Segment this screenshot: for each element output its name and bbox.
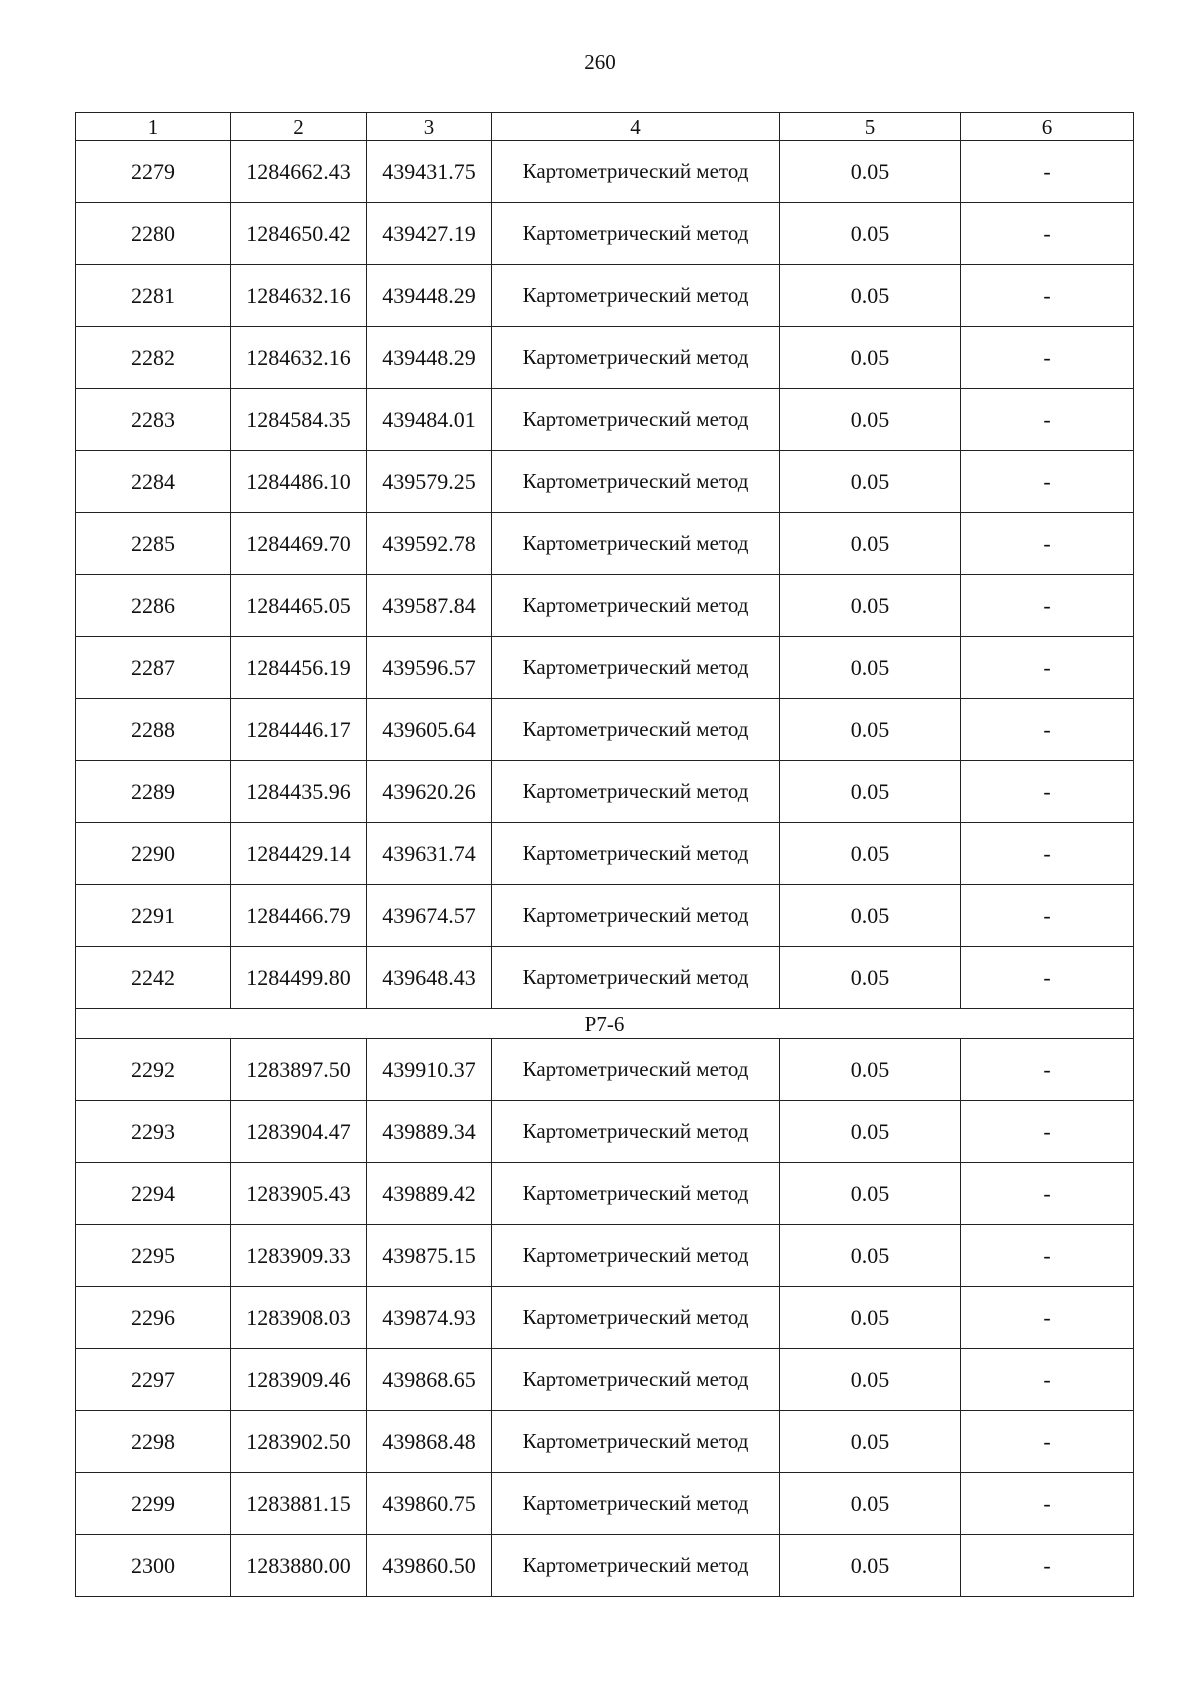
x-coordinate-cell: 1284650.42 (231, 203, 367, 265)
point-number-cell: 2289 (76, 761, 231, 823)
accuracy-cell: 0.05 (780, 1101, 961, 1163)
note-cell: - (961, 761, 1134, 823)
table-row (76, 265, 1134, 327)
y-coordinate-cell: 439448.29 (367, 265, 492, 327)
method-cell: Картометрический метод (492, 947, 780, 1009)
method-cell: Картометрический метод (492, 203, 780, 265)
point-number-cell: 2288 (76, 699, 231, 761)
method-cell: Картометрический метод (492, 699, 780, 761)
method-cell: Картометрический метод (492, 327, 780, 389)
page-number: 260 (584, 50, 616, 74)
y-coordinate-cell: 439631.74 (367, 823, 492, 885)
y-coordinate-cell: 439648.43 (367, 947, 492, 1009)
accuracy-cell: 0.05 (780, 203, 961, 265)
accuracy-cell: 0.05 (780, 823, 961, 885)
method-cell: Картометрический метод (492, 1535, 780, 1597)
point-number-cell: 2298 (76, 1411, 231, 1473)
point-number-cell: 2294 (76, 1163, 231, 1225)
method-cell: Картометрический метод (492, 885, 780, 947)
x-coordinate-cell: 1283908.03 (231, 1287, 367, 1349)
x-coordinate-cell: 1284584.35 (231, 389, 367, 451)
method-cell: Картометрический метод (492, 265, 780, 327)
point-number-cell: 2282 (76, 327, 231, 389)
accuracy-cell: 0.05 (780, 885, 961, 947)
point-number-cell: 2297 (76, 1349, 231, 1411)
accuracy-cell: 0.05 (780, 761, 961, 823)
y-coordinate-cell: 439427.19 (367, 203, 492, 265)
table-row (76, 1473, 1134, 1535)
column-header-2: 2 (231, 113, 367, 141)
method-cell: Картометрический метод (492, 1225, 780, 1287)
method-cell: Картометрический метод (492, 1473, 780, 1535)
y-coordinate-cell: 439605.64 (367, 699, 492, 761)
table-row (76, 1225, 1134, 1287)
y-coordinate-cell: 439868.65 (367, 1349, 492, 1411)
note-cell: - (961, 823, 1134, 885)
point-number-cell: 2295 (76, 1225, 231, 1287)
accuracy-cell: 0.05 (780, 575, 961, 637)
point-number-cell: 2242 (76, 947, 231, 1009)
table-row (76, 1411, 1134, 1473)
table-row (76, 1101, 1134, 1163)
x-coordinate-cell: 1283904.47 (231, 1101, 367, 1163)
note-cell: - (961, 1349, 1134, 1411)
accuracy-cell: 0.05 (780, 699, 961, 761)
method-cell: Картометрический метод (492, 141, 780, 203)
y-coordinate-cell: 439592.78 (367, 513, 492, 575)
note-cell: - (961, 1287, 1134, 1349)
point-number-cell: 2279 (76, 141, 231, 203)
note-cell: - (961, 513, 1134, 575)
x-coordinate-cell: 1284632.16 (231, 265, 367, 327)
y-coordinate-cell: 439448.29 (367, 327, 492, 389)
accuracy-cell: 0.05 (780, 1039, 961, 1101)
table-row (76, 699, 1134, 761)
point-number-cell: 2293 (76, 1101, 231, 1163)
table-row (76, 1163, 1134, 1225)
table-row (76, 637, 1134, 699)
table-row (76, 389, 1134, 451)
y-coordinate-cell: 439620.26 (367, 761, 492, 823)
note-cell: - (961, 885, 1134, 947)
y-coordinate-cell: 439868.48 (367, 1411, 492, 1473)
x-coordinate-cell: 1284662.43 (231, 141, 367, 203)
note-cell: - (961, 1101, 1134, 1163)
y-coordinate-cell: 439484.01 (367, 389, 492, 451)
table-row (76, 885, 1134, 947)
x-coordinate-cell: 1284429.14 (231, 823, 367, 885)
note-cell: - (961, 1535, 1134, 1597)
method-cell: Картометрический метод (492, 451, 780, 513)
table-row (76, 327, 1134, 389)
table-row (76, 823, 1134, 885)
table-row (76, 1349, 1134, 1411)
table-row (76, 947, 1134, 1009)
note-cell: - (961, 1411, 1134, 1473)
x-coordinate-cell: 1284435.96 (231, 761, 367, 823)
accuracy-cell: 0.05 (780, 451, 961, 513)
column-header-1: 1 (76, 113, 231, 141)
accuracy-cell: 0.05 (780, 513, 961, 575)
table-row (76, 761, 1134, 823)
y-coordinate-cell: 439860.50 (367, 1535, 492, 1597)
table-row (76, 203, 1134, 265)
y-coordinate-cell: 439579.25 (367, 451, 492, 513)
note-cell: - (961, 451, 1134, 513)
x-coordinate-cell: 1284499.80 (231, 947, 367, 1009)
note-cell: - (961, 327, 1134, 389)
column-header-3: 3 (367, 113, 492, 141)
method-cell: Картометрический метод (492, 1101, 780, 1163)
x-coordinate-cell: 1283897.50 (231, 1039, 367, 1101)
coordinates-table (75, 112, 1134, 1597)
point-number-cell: 2291 (76, 885, 231, 947)
accuracy-cell: 0.05 (780, 389, 961, 451)
x-coordinate-cell: 1284632.16 (231, 327, 367, 389)
x-coordinate-cell: 1284486.10 (231, 451, 367, 513)
note-cell: - (961, 1163, 1134, 1225)
column-header-6: 6 (961, 113, 1134, 141)
table-row (76, 513, 1134, 575)
y-coordinate-cell: 439874.93 (367, 1287, 492, 1349)
table-row (76, 1287, 1134, 1349)
y-coordinate-cell: 439875.15 (367, 1225, 492, 1287)
note-cell: - (961, 1039, 1134, 1101)
point-number-cell: 2292 (76, 1039, 231, 1101)
accuracy-cell: 0.05 (780, 1349, 961, 1411)
y-coordinate-cell: 439860.75 (367, 1473, 492, 1535)
y-coordinate-cell: 439889.34 (367, 1101, 492, 1163)
y-coordinate-cell: 439910.37 (367, 1039, 492, 1101)
table-row (76, 1039, 1134, 1101)
note-cell: - (961, 947, 1134, 1009)
accuracy-cell: 0.05 (780, 141, 961, 203)
method-cell: Картометрический метод (492, 1349, 780, 1411)
note-cell: - (961, 575, 1134, 637)
method-cell: Картометрический метод (492, 389, 780, 451)
point-number-cell: 2287 (76, 637, 231, 699)
section-title: P7-6 (76, 1009, 1134, 1039)
x-coordinate-cell: 1284456.19 (231, 637, 367, 699)
note-cell: - (961, 699, 1134, 761)
y-coordinate-cell: 439674.57 (367, 885, 492, 947)
x-coordinate-cell: 1283881.15 (231, 1473, 367, 1535)
table-row (76, 1535, 1134, 1597)
point-number-cell: 2290 (76, 823, 231, 885)
point-number-cell: 2286 (76, 575, 231, 637)
accuracy-cell: 0.05 (780, 1473, 961, 1535)
note-cell: - (961, 637, 1134, 699)
section-header-row (76, 1009, 1134, 1039)
x-coordinate-cell: 1283880.00 (231, 1535, 367, 1597)
x-coordinate-cell: 1284466.79 (231, 885, 367, 947)
method-cell: Картометрический метод (492, 1163, 780, 1225)
y-coordinate-cell: 439889.42 (367, 1163, 492, 1225)
x-coordinate-cell: 1284446.17 (231, 699, 367, 761)
method-cell: Картометрический метод (492, 637, 780, 699)
x-coordinate-cell: 1283905.43 (231, 1163, 367, 1225)
point-number-cell: 2281 (76, 265, 231, 327)
method-cell: Картометрический метод (492, 761, 780, 823)
x-coordinate-cell: 1284469.70 (231, 513, 367, 575)
x-coordinate-cell: 1283909.46 (231, 1349, 367, 1411)
method-cell: Картометрический метод (492, 575, 780, 637)
x-coordinate-cell: 1283909.33 (231, 1225, 367, 1287)
accuracy-cell: 0.05 (780, 1287, 961, 1349)
table-row (76, 141, 1134, 203)
x-coordinate-cell: 1283902.50 (231, 1411, 367, 1473)
accuracy-cell: 0.05 (780, 1535, 961, 1597)
y-coordinate-cell: 439431.75 (367, 141, 492, 203)
note-cell: - (961, 203, 1134, 265)
accuracy-cell: 0.05 (780, 1411, 961, 1473)
accuracy-cell: 0.05 (780, 637, 961, 699)
note-cell: - (961, 389, 1134, 451)
table-row (76, 451, 1134, 513)
method-cell: Картометрический метод (492, 1411, 780, 1473)
accuracy-cell: 0.05 (780, 327, 961, 389)
note-cell: - (961, 1473, 1134, 1535)
accuracy-cell: 0.05 (780, 947, 961, 1009)
method-cell: Картометрический метод (492, 1039, 780, 1101)
x-coordinate-cell: 1284465.05 (231, 575, 367, 637)
y-coordinate-cell: 439596.57 (367, 637, 492, 699)
accuracy-cell: 0.05 (780, 1163, 961, 1225)
note-cell: - (961, 265, 1134, 327)
note-cell: - (961, 141, 1134, 203)
y-coordinate-cell: 439587.84 (367, 575, 492, 637)
point-number-cell: 2280 (76, 203, 231, 265)
method-cell: Картометрический метод (492, 513, 780, 575)
point-number-cell: 2299 (76, 1473, 231, 1535)
point-number-cell: 2285 (76, 513, 231, 575)
column-number-row (76, 113, 1134, 141)
point-number-cell: 2283 (76, 389, 231, 451)
point-number-cell: 2296 (76, 1287, 231, 1349)
table-row (76, 575, 1134, 637)
column-header-5: 5 (780, 113, 961, 141)
point-number-cell: 2300 (76, 1535, 231, 1597)
accuracy-cell: 0.05 (780, 265, 961, 327)
table-body (76, 113, 1134, 1597)
column-header-4: 4 (492, 113, 780, 141)
accuracy-cell: 0.05 (780, 1225, 961, 1287)
method-cell: Картометрический метод (492, 823, 780, 885)
method-cell: Картометрический метод (492, 1287, 780, 1349)
point-number-cell: 2284 (76, 451, 231, 513)
note-cell: - (961, 1225, 1134, 1287)
